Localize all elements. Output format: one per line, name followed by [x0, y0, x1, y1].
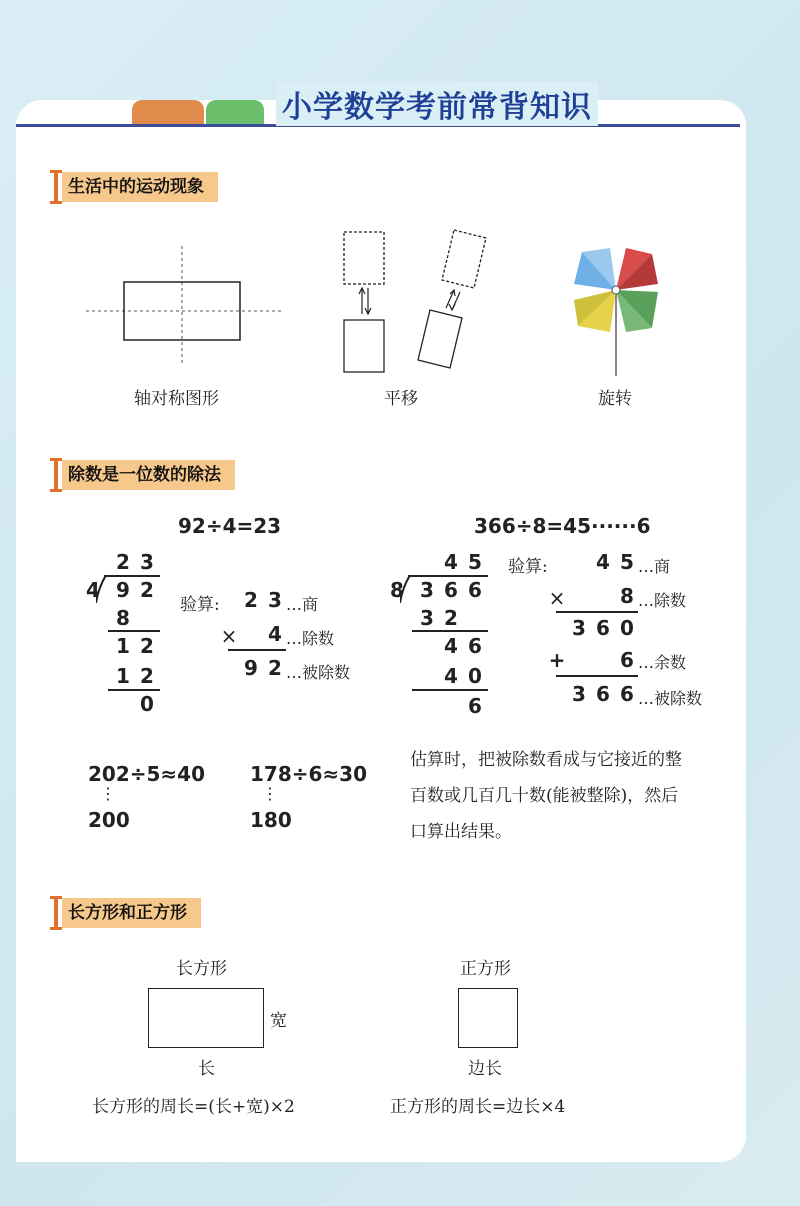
decor-tab-orange	[132, 100, 204, 126]
check-rule	[556, 675, 638, 677]
ex1-step-digit: 1	[116, 664, 130, 688]
note-quotient: …商	[638, 557, 671, 576]
ex2-divisor: 8	[390, 578, 404, 602]
ex2-step-digit: 2	[444, 606, 458, 630]
note-divisor: …除数	[286, 629, 335, 648]
example2-title: 366÷8=45······6	[474, 514, 651, 538]
ex1-divisor: 4	[86, 578, 100, 602]
rectangle-formula: 长方形的周长=(长+宽)×2	[92, 1097, 295, 1117]
ex2-check-digit: 4	[596, 550, 610, 574]
ex2-step-digit: 6	[468, 634, 482, 658]
ex2-step-digit: 3	[420, 606, 434, 630]
estimate-dots: ⋮	[100, 784, 116, 803]
note-dividend: …被除数	[286, 663, 351, 682]
note-quotient: …商	[286, 595, 319, 614]
square-formula: 正方形的周长=边长×4	[390, 1097, 566, 1117]
ex1-check-digit: 3	[268, 588, 282, 612]
note-dividend: …被除数	[638, 689, 703, 708]
ex1-dividend-digit: 2	[140, 578, 154, 602]
ex2-quotient-digit: 5	[468, 550, 482, 574]
ex1-check-digit: 2	[244, 588, 258, 612]
section-title: 长方形和正方形	[62, 898, 201, 928]
page-title: 小学数学考前常背知识	[276, 82, 598, 126]
check-rule	[556, 611, 638, 613]
ex2-check-digit: 6	[620, 648, 634, 672]
estimate-1-base: 200	[88, 808, 130, 832]
ex2-step-digit: 0	[468, 664, 482, 688]
heading-marker-icon	[50, 458, 62, 492]
ex2-check-digit: 0	[620, 616, 634, 640]
ex2-step-digit: 4	[444, 634, 458, 658]
ex1-check-label: 验算:	[180, 595, 220, 615]
ex1-remainder: 0	[140, 692, 154, 716]
division-bar	[408, 575, 488, 577]
estimate-dots: ⋮	[262, 784, 278, 803]
ex2-check-digit: 3	[572, 682, 586, 706]
ex2-check-digit: 6	[620, 682, 634, 706]
translation-figure	[336, 224, 496, 384]
estimate-2: 178÷6≈30	[250, 762, 368, 786]
axis-symmetry-figure	[86, 246, 282, 366]
ex2-quotient-digit: 4	[444, 550, 458, 574]
ex1-quotient-digit: 3	[140, 550, 154, 574]
heading-marker-icon	[50, 170, 62, 204]
ex2-check-digit: 8	[620, 584, 634, 608]
ex2-dividend-digit: 6	[444, 578, 458, 602]
ex2-plus-sign: +	[548, 648, 566, 672]
ex1-quotient-digit: 2	[116, 550, 130, 574]
division-rule	[108, 689, 160, 691]
ex1-step-digit: 2	[140, 664, 154, 688]
decor-tab-green	[206, 100, 264, 126]
ex2-dividend-digit: 6	[468, 578, 482, 602]
ex1-step-digit: 2	[140, 634, 154, 658]
caption-translation: 平移	[384, 389, 418, 409]
ex1-dividend-digit: 9	[116, 578, 130, 602]
rectangle-shape	[148, 988, 264, 1048]
note-remainder: …余数	[638, 653, 687, 672]
ex2-check-label: 验算:	[508, 557, 548, 577]
section-heading-rect	[50, 896, 201, 930]
ex1-check-digit: 4	[268, 622, 282, 646]
section-heading-division	[50, 458, 235, 492]
ex2-check-digit: 5	[620, 550, 634, 574]
pinwheel-icon	[570, 244, 662, 376]
ex2-check-digit: 6	[596, 616, 610, 640]
ex1-check-digit: 9	[244, 656, 258, 680]
ex2-remainder: 6	[468, 694, 482, 718]
section-title: 生活中的运动现象	[62, 172, 218, 202]
rectangle-width-label: 宽	[270, 1011, 287, 1031]
rectangle-title: 长方形	[176, 959, 227, 979]
check-rule	[228, 649, 286, 651]
ex2-check-digit: 3	[572, 616, 586, 640]
ex1-check-digit: 2	[268, 656, 282, 680]
caption-symmetry: 轴对称图形	[134, 389, 219, 409]
estimation-explanation: 估算时，把被除数看成与它接近的整百数或几百几十数(能被整除)，然后口算出结果。	[410, 750, 682, 842]
square-shape	[458, 988, 518, 1048]
square-title: 正方形	[460, 959, 511, 979]
section-heading-motion	[50, 170, 218, 204]
ex2-times-sign: ×	[548, 586, 566, 610]
division-rule	[412, 689, 488, 691]
section-title: 除数是一位数的除法	[62, 460, 235, 490]
ex2-dividend-digit: 3	[420, 578, 434, 602]
ex2-check-digit: 6	[596, 682, 610, 706]
estimate-2-base: 180	[250, 808, 292, 832]
division-bar	[104, 575, 160, 577]
caption-rotation: 旋转	[598, 389, 632, 409]
heading-marker-icon	[50, 896, 62, 930]
square-side-label: 边长	[468, 1059, 502, 1079]
ex2-step-digit: 4	[444, 664, 458, 688]
note-divisor: …除数	[638, 591, 687, 610]
ex1-step-digit: 8	[116, 606, 130, 630]
division-rule	[108, 630, 160, 632]
rectangle-length-label: 长	[198, 1059, 215, 1079]
example1-title: 92÷4=23	[178, 514, 282, 538]
ex1-times-sign: ×	[220, 624, 238, 648]
estimate-1: 202÷5≈40	[88, 762, 206, 786]
division-rule	[412, 630, 488, 632]
ex1-step-digit: 1	[116, 634, 130, 658]
